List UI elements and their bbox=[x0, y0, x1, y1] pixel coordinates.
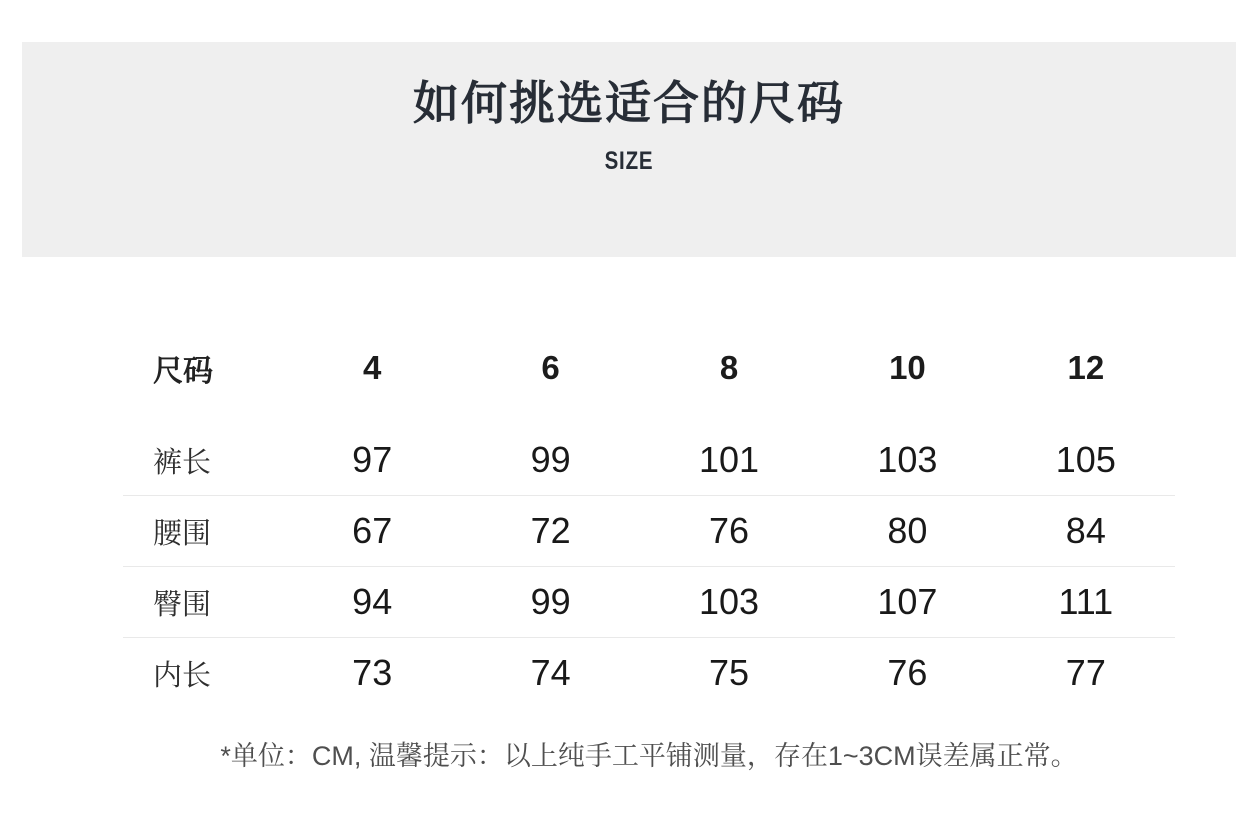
header-cell-size-12: 12 bbox=[1067, 349, 1105, 386]
row-label: 内长 bbox=[153, 659, 212, 692]
header-cell-size-6: 6 bbox=[541, 349, 560, 386]
row-value: 75 bbox=[708, 652, 750, 693]
measurement-note: *单位：CM, 温馨提示：以上纯手工平铺测量，存在1~3CM误差属正常。 bbox=[220, 741, 1078, 771]
row-value: 77 bbox=[1065, 652, 1106, 693]
row-value: 76 bbox=[708, 510, 750, 551]
size-table-header-row bbox=[123, 333, 1175, 403]
row-label: 臀围 bbox=[153, 588, 212, 621]
row-value: 73 bbox=[352, 652, 393, 693]
row-value: 101 bbox=[698, 439, 760, 480]
table-row-waist bbox=[123, 496, 1175, 567]
row-value: 74 bbox=[530, 652, 571, 693]
header-cell-size-label: 尺码 bbox=[153, 355, 213, 388]
table-row-hip bbox=[123, 567, 1175, 638]
table-row-pants-length bbox=[123, 425, 1175, 496]
row-value: 80 bbox=[887, 510, 928, 551]
row-value: 103 bbox=[698, 581, 760, 622]
size-guide-banner bbox=[22, 42, 1236, 257]
row-label: 腰围 bbox=[153, 517, 212, 550]
header-cell-size-8: 8 bbox=[719, 349, 739, 386]
header-cell-size-4: 4 bbox=[363, 349, 382, 386]
size-table bbox=[123, 333, 1175, 708]
row-label: 裤长 bbox=[153, 446, 212, 479]
page-title: 如何挑选适合的尺码 bbox=[413, 77, 845, 129]
header-cell-size-10: 10 bbox=[889, 349, 926, 386]
row-value: 103 bbox=[877, 439, 938, 480]
row-value: 97 bbox=[352, 439, 393, 480]
row-value: 99 bbox=[530, 439, 571, 480]
table-row-inseam bbox=[123, 638, 1175, 708]
size-subtitle: SIZE bbox=[604, 147, 654, 175]
row-value: 84 bbox=[1065, 510, 1106, 551]
row-value: 107 bbox=[877, 581, 938, 622]
row-value: 105 bbox=[1055, 439, 1116, 480]
row-value: 76 bbox=[887, 652, 928, 693]
row-value: 72 bbox=[530, 510, 571, 551]
row-value: 111 bbox=[1058, 581, 1114, 622]
row-value: 94 bbox=[352, 581, 393, 622]
row-value: 99 bbox=[530, 581, 571, 622]
row-value: 67 bbox=[352, 510, 393, 551]
